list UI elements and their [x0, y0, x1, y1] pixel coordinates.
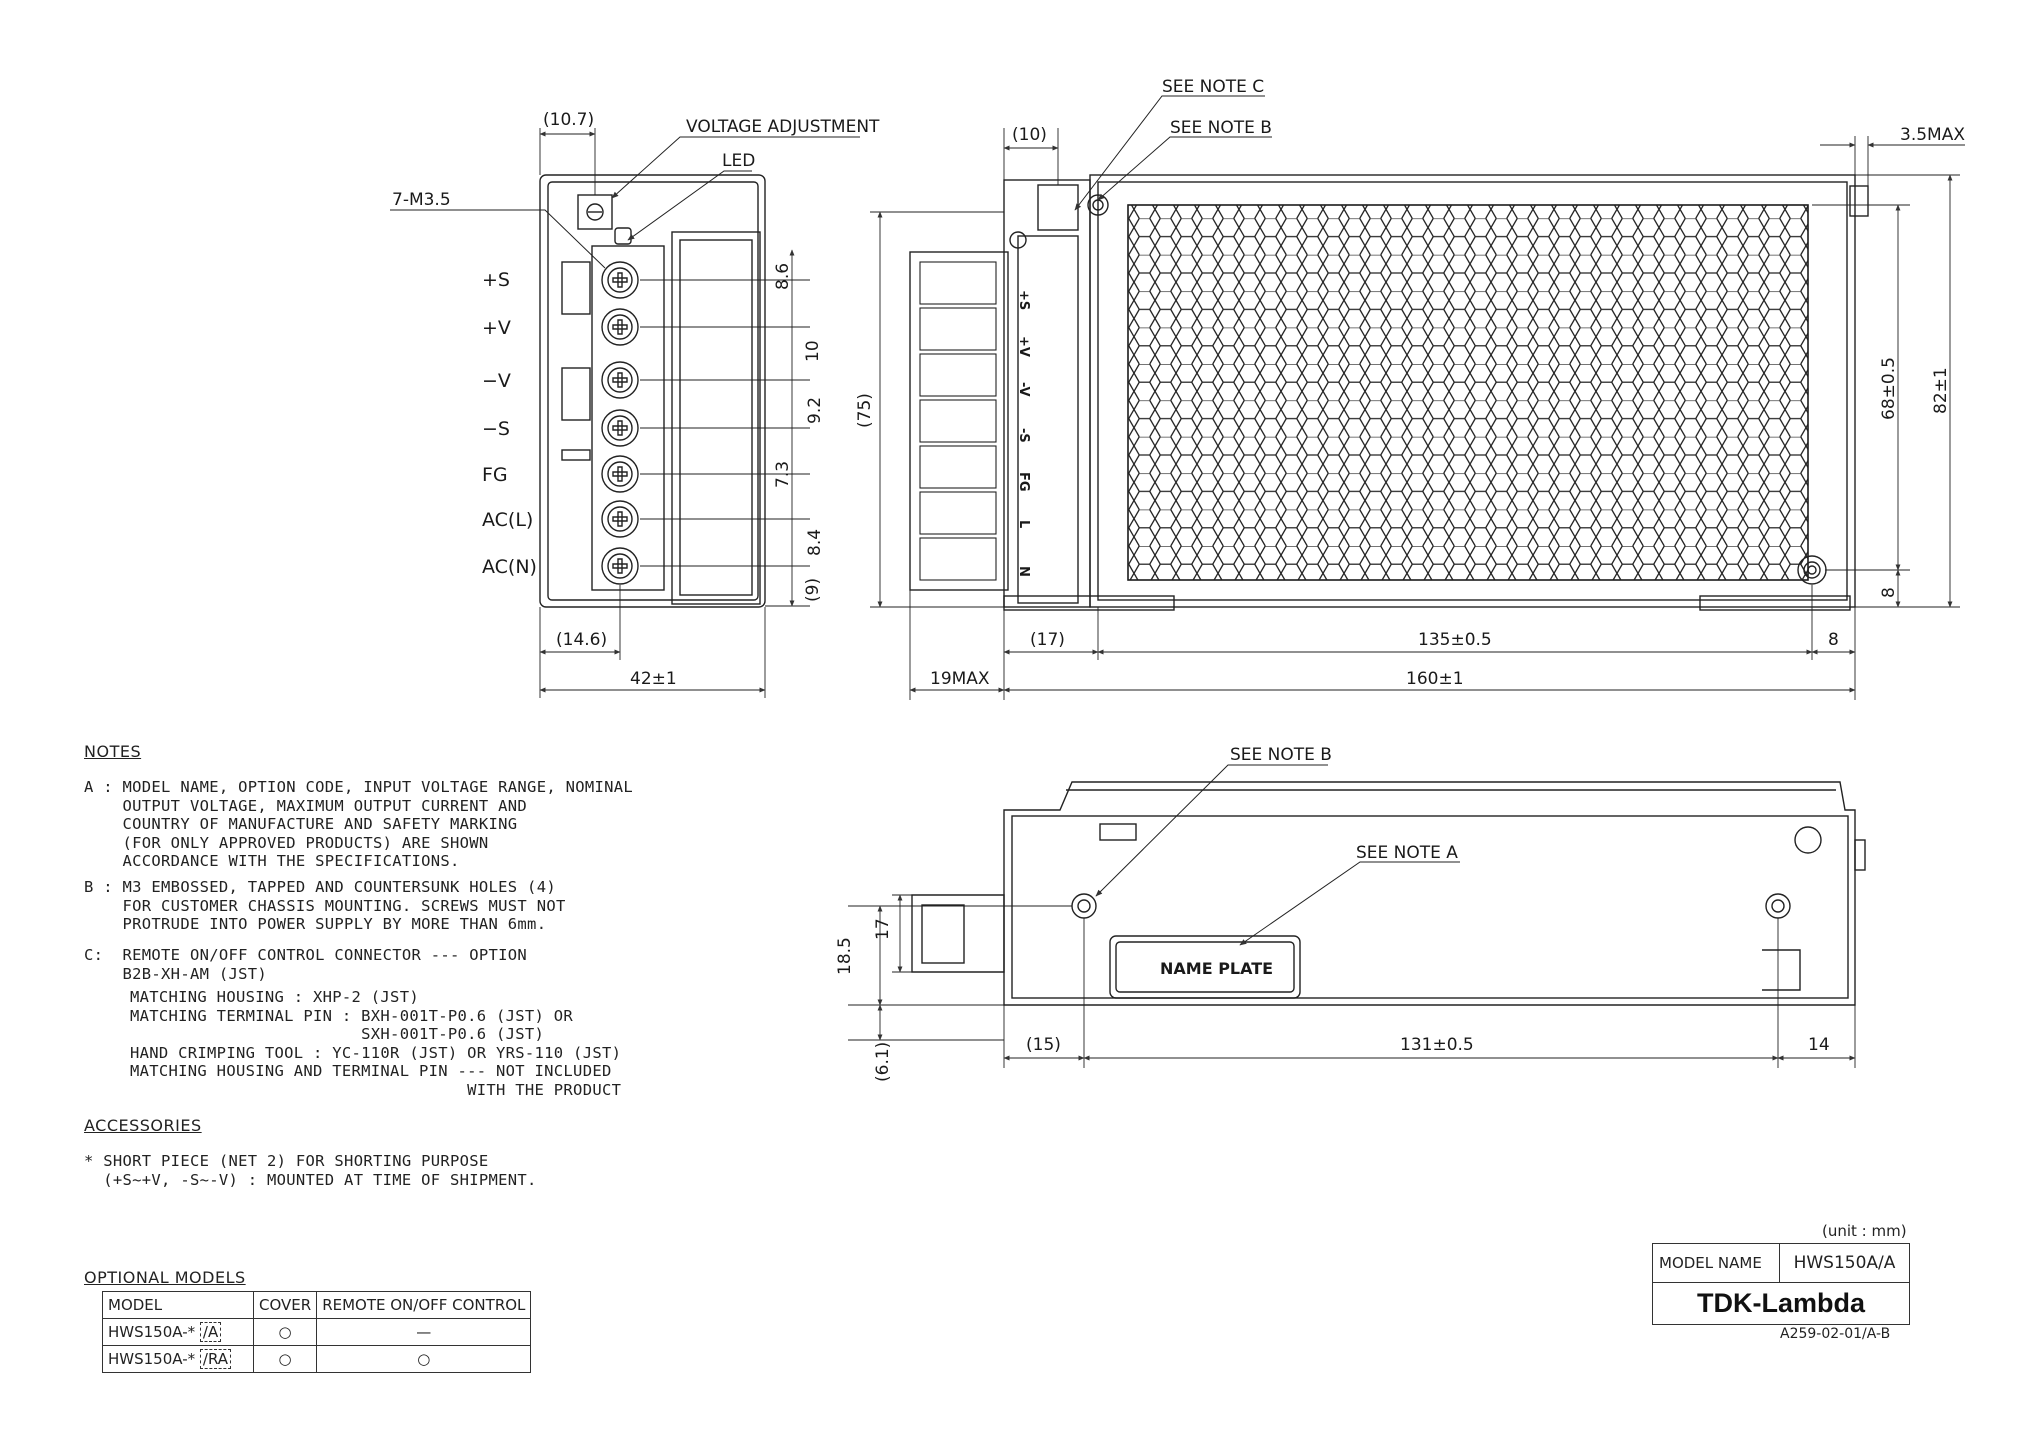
- see-note-b-top: SEE NOTE B: [1170, 118, 1272, 138]
- voltage-adjustment-label: VOLTAGE ADJUSTMENT: [686, 117, 880, 137]
- table-row: [103, 1346, 531, 1373]
- dim-8-bottom: 8: [1828, 630, 1839, 650]
- dim-width-42: 42±1: [630, 669, 677, 689]
- top-terminal-mark: +V: [1016, 336, 1031, 357]
- top-view: [870, 96, 1965, 700]
- note-c-detail: MATCHING HOUSING : XHP-2 (JST) MATCHING TERMINAL PIN : BXH-001T-P0.6 (JST) OR SXH-001T-P0.6 (JST) HAND CRIMPING TOOL : YC-110R (JST) OR YRS-110 (JST) MATCHING HOUSING AND TERMINAL PIN --- NOT INCLUDED WITH THE PRODUCT: [130, 988, 622, 1099]
- led-indicator: [615, 228, 631, 244]
- top-terminal-block: [910, 252, 1008, 590]
- remote-connector: [1038, 185, 1078, 230]
- col-header: COVER: [254, 1292, 317, 1319]
- dim-top-10-7: (10.7): [543, 110, 595, 130]
- accessories-text: * SHORT PIECE (NET 2) FOR SHORTING PURPOSE (+S~+V, -S~-V) : MOUNTED AT TIME OF SHIPMENT.: [84, 1152, 537, 1189]
- dim-68: 68±0.5: [1879, 357, 1899, 420]
- vent-hex-pattern: [1128, 205, 1808, 580]
- terminal-label: FG: [482, 464, 508, 486]
- dim-17: (17): [1030, 630, 1065, 650]
- pitch-dim: 8.4: [805, 528, 825, 556]
- note-b: B : M3 EMBOSSED, TAPPED AND COUNTERSUNK HOLES (4) FOR CUSTOMER CHASSIS MOUNTING. SCREWS MUST NOT PROTRUDE INTO POWER SUPPLY BY MORE THAN 6mm.: [84, 878, 566, 933]
- top-terminal-mark: FG: [1016, 472, 1031, 492]
- dim-8-right: 8: [1879, 587, 1899, 598]
- col-header: REMOTE ON/OFF CONTROL: [317, 1292, 531, 1319]
- dim-18-5: 18.5: [835, 937, 855, 975]
- model-name: HWS150A-*: [108, 1323, 196, 1341]
- front-view: [390, 128, 860, 698]
- dim-bottom-14-6: (14.6): [556, 630, 608, 650]
- note-c: C: REMOTE ON/OFF CONTROL CONNECTOR --- OPTION B2B-XH-AM (JST): [84, 946, 528, 983]
- see-note-b-side: SEE NOTE B: [1230, 745, 1332, 765]
- terminal-label: +V: [482, 317, 511, 339]
- table-header-row: [103, 1292, 531, 1319]
- option-code: /A: [200, 1322, 221, 1342]
- terminal-screws: [602, 262, 638, 584]
- side-view-labels: [835, 745, 1830, 1082]
- title-block: [1652, 1243, 1910, 1325]
- model-cell: [103, 1319, 254, 1346]
- dim-75: (75): [855, 393, 875, 428]
- terminal-block: [592, 246, 664, 590]
- dim-3-5-max: 3.5MAX: [1900, 125, 1965, 145]
- accessories-heading: ACCESSORIES: [84, 1116, 202, 1135]
- pitch-dim: 9.2: [805, 396, 825, 424]
- terminal-label: +S: [482, 269, 510, 291]
- terminal-label: −S: [482, 418, 510, 440]
- col-header: MODEL: [103, 1292, 254, 1319]
- dim-6-1: (6.1): [873, 1041, 893, 1082]
- dim-10: (10): [1012, 125, 1047, 145]
- cover-cell: ○: [254, 1319, 317, 1346]
- model-name-value: HWS150A/A: [1793, 1253, 1896, 1273]
- terminal-label: AC(L): [482, 509, 534, 531]
- cover-cell: ○: [254, 1346, 317, 1373]
- see-note-a: SEE NOTE A: [1356, 843, 1458, 863]
- dim-15: (15): [1026, 1035, 1061, 1055]
- dim-160: 160±1: [1406, 669, 1464, 689]
- top-terminal-mark: +S: [1016, 290, 1031, 311]
- notes-heading: NOTES: [84, 742, 142, 761]
- see-note-c: SEE NOTE C: [1162, 77, 1265, 97]
- optional-models-table: [102, 1291, 531, 1373]
- name-plate-label: NAME PLATE: [1160, 959, 1274, 978]
- side-mounting-hole: [1072, 894, 1096, 918]
- side-connector: [912, 895, 1004, 972]
- dim-19max: 19MAX: [930, 669, 990, 689]
- terminal-label: −V: [482, 370, 511, 392]
- model-name-label: MODEL NAME: [1653, 1244, 1780, 1282]
- top-terminal-mark: L: [1016, 520, 1031, 529]
- led-label: LED: [722, 151, 756, 171]
- brand-logo: TDK-Lambda: [1697, 1288, 1865, 1318]
- drawing-number: A259-02-01/A-B: [1780, 1326, 1891, 1342]
- dim-135: 135±0.5: [1418, 630, 1492, 650]
- dim-82: 82±1: [1931, 367, 1951, 414]
- remote-cell: ○: [317, 1346, 531, 1373]
- pitch-dim: 10: [803, 340, 823, 362]
- pitch-dim: (9): [803, 577, 823, 602]
- side-mounting-hole: [1766, 894, 1790, 918]
- front-cover: [672, 232, 760, 604]
- pitch-dim: 7.3: [773, 460, 793, 488]
- dim-17-side: 17: [873, 918, 893, 940]
- model-cell: [103, 1346, 254, 1373]
- model-name: HWS150A-*: [108, 1350, 196, 1368]
- front-view-labels: [392, 110, 880, 689]
- pitch-dim: 8.6: [773, 262, 793, 290]
- terminal-label: AC(N): [482, 556, 537, 578]
- option-code: /RA: [200, 1349, 231, 1369]
- side-view: [848, 765, 1865, 1068]
- remote-cell: —: [317, 1319, 531, 1346]
- top-terminal-mark: N: [1016, 566, 1031, 577]
- table-row: [103, 1319, 531, 1346]
- dim-14: 14: [1808, 1035, 1830, 1055]
- top-terminal-mark: -S: [1016, 428, 1031, 443]
- note-a: A : MODEL NAME, OPTION CODE, INPUT VOLTAGE RANGE, NOMINAL OUTPUT VOLTAGE, MAXIMUM OUTPUT CURRENT AND COUNTRY OF MANUFACTURE AND SAFETY MARKING (FOR ONLY APPROVED PRODUCTS) ARE SHOWN ACCORDANCE WITH THE SPECIFICATIONS.: [84, 778, 634, 870]
- top-terminal-mark: -V: [1016, 382, 1031, 397]
- terminal-count-label: 7-M3.5: [392, 190, 451, 210]
- dim-131: 131±0.5: [1400, 1035, 1474, 1055]
- unit-label: (unit : mm): [1822, 1222, 1907, 1240]
- optional-models-heading: OPTIONAL MODELS: [84, 1268, 246, 1287]
